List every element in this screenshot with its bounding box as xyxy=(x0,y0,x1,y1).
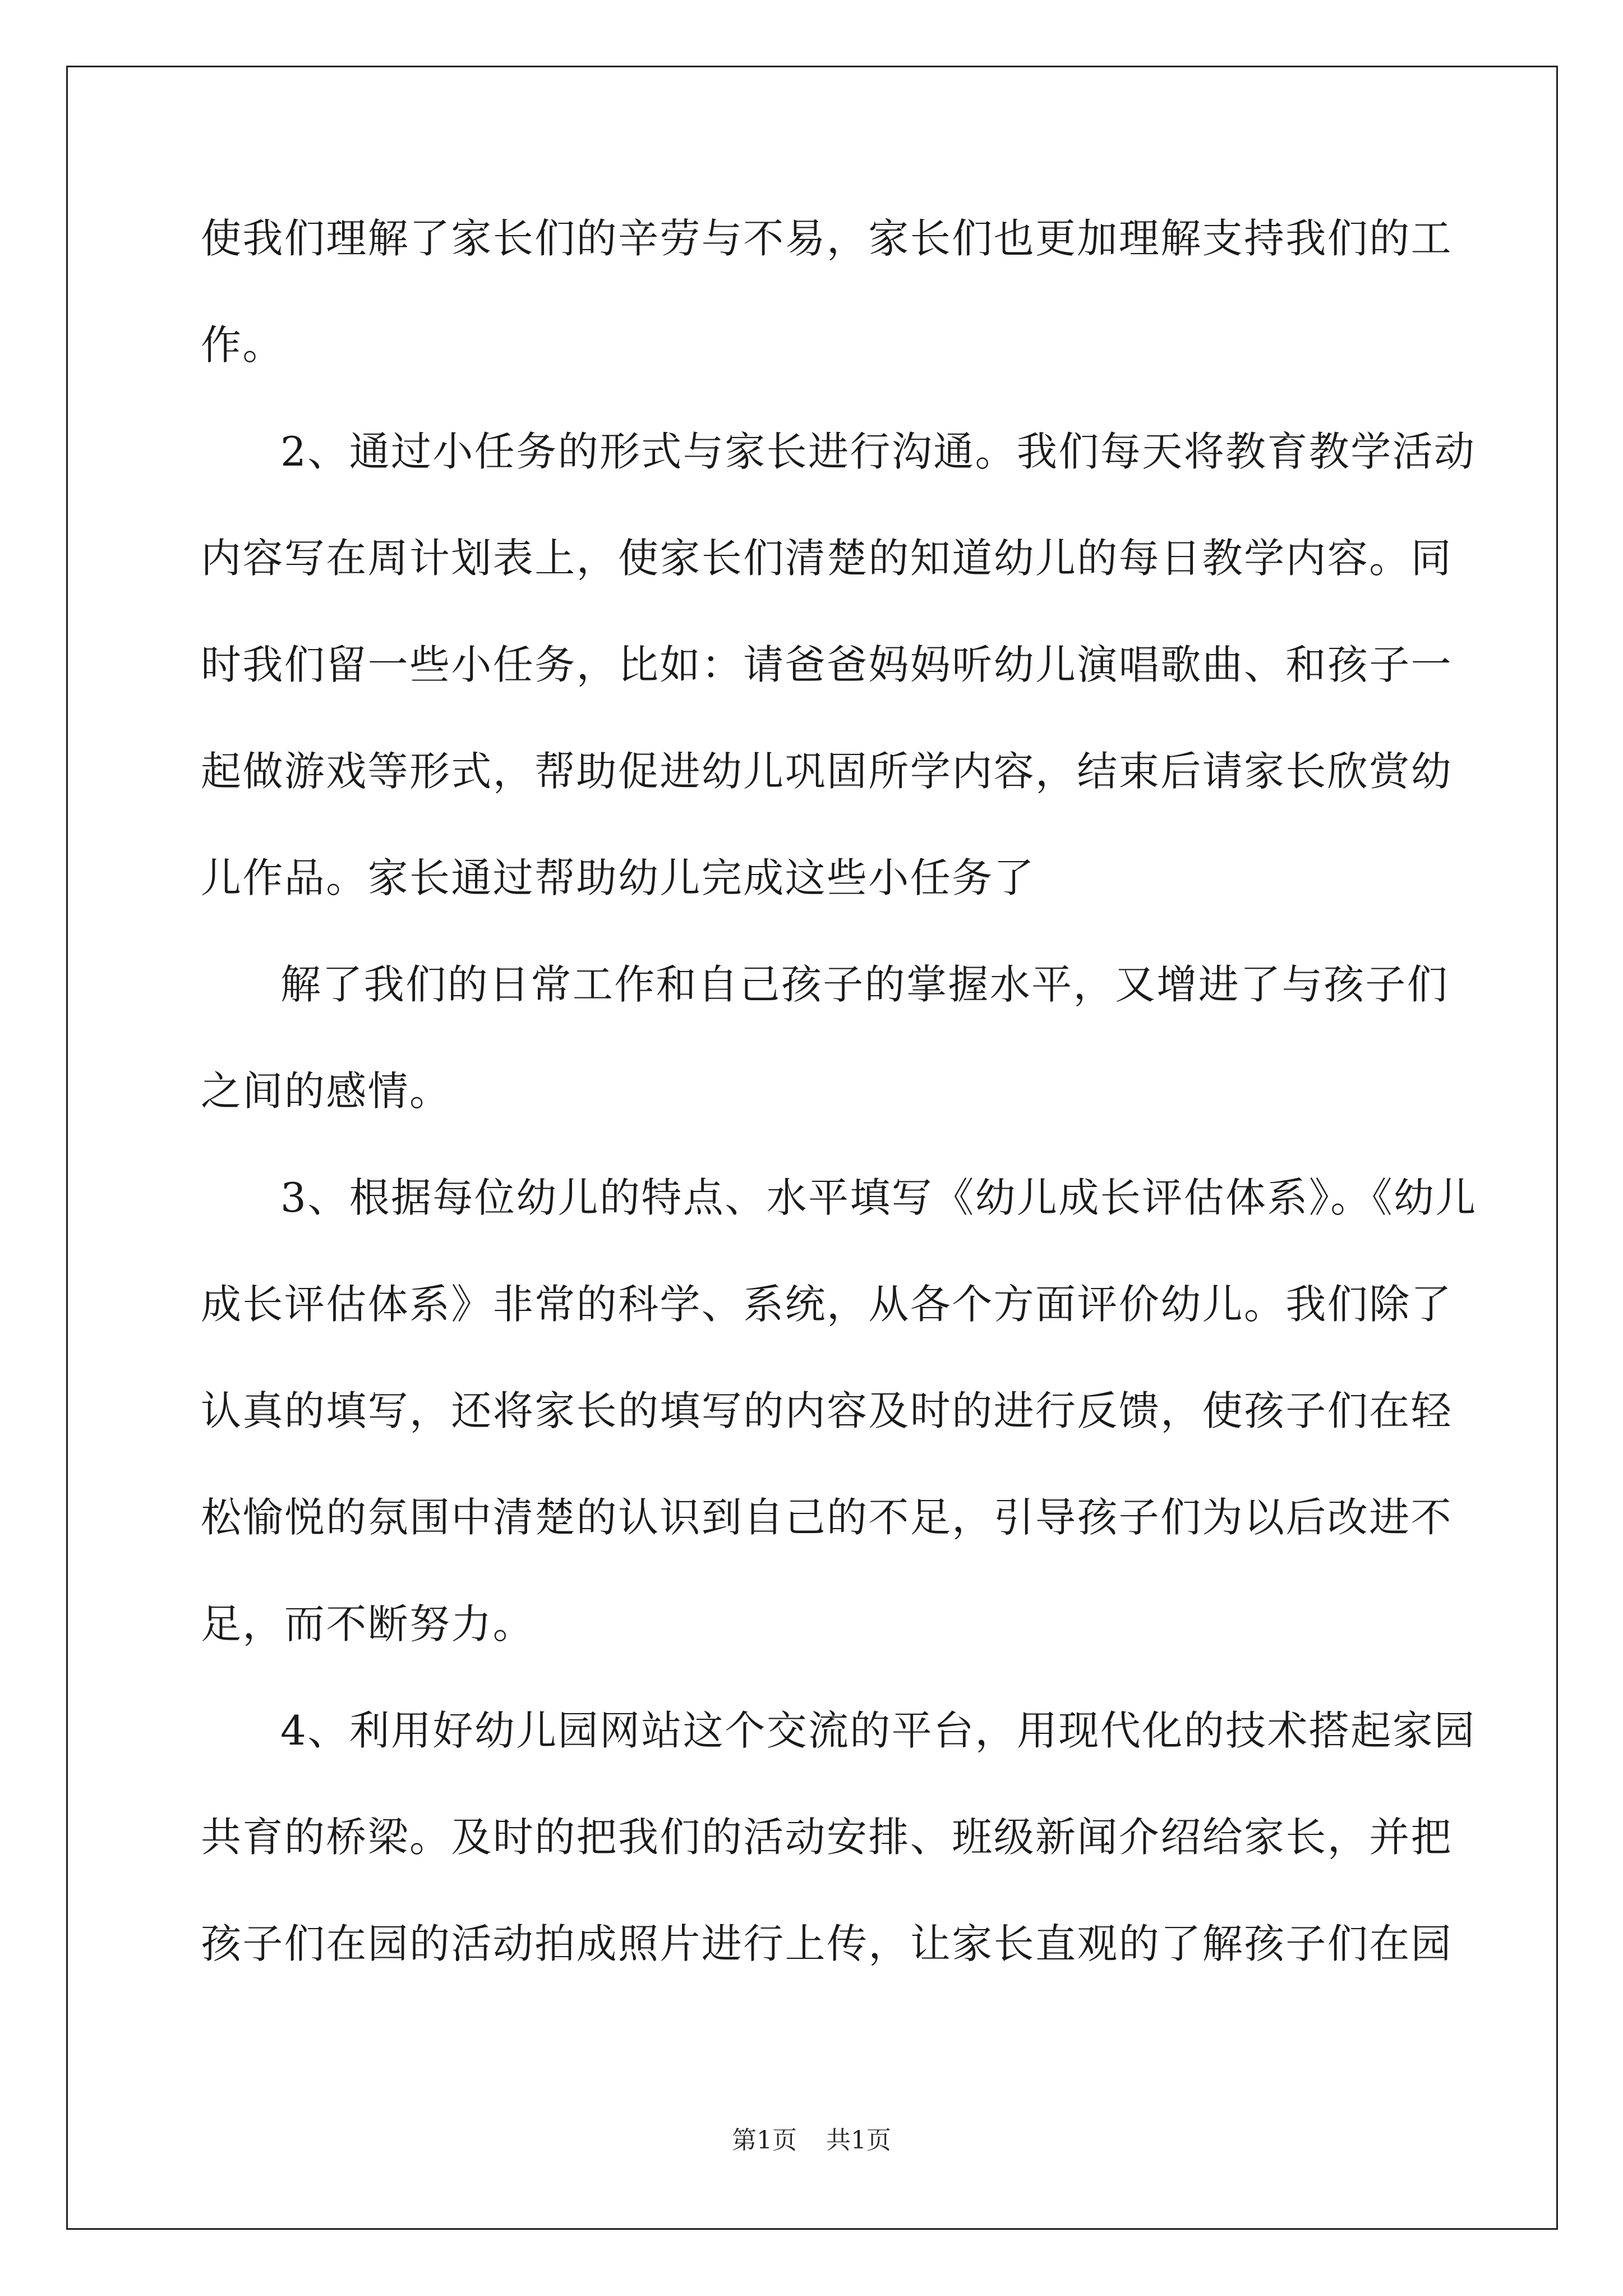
page-total: 共1页 xyxy=(826,2126,891,2155)
body-text-line: 2、通过小任务的形式与家长进行沟通。我们每天将教育教学活动 xyxy=(280,428,1476,475)
body-text-line: 4、利用好幼儿园网站这个交流的平台，用现代化的技术搭起家园 xyxy=(280,1707,1476,1754)
body-text-line: 起做游戏等形式，帮助促进幼儿巩固所学内容，结束后请家长欣赏幼 xyxy=(201,748,1453,795)
body-text-line: 孩子们在园的活动拍成照片进行上传，让家长直观的了解孩子们在园 xyxy=(201,1920,1453,1967)
page-footer xyxy=(0,2125,1623,2156)
body-text-line: 时我们留一些小任务，比如：请爸爸妈妈听幼儿演唱歌曲、和孩子一 xyxy=(201,641,1453,688)
page-number: 第1页 xyxy=(732,2126,797,2155)
body-text-line: 解了我们的日常工作和自己孩子的掌握水平，又增进了与孩子们 xyxy=(280,961,1449,1008)
page-border xyxy=(66,66,1558,2230)
body-text-line: 内容写在周计划表上，使家长们清楚的知道幼儿的每日教学内容。同 xyxy=(201,535,1453,582)
body-text-line: 3、根据每位幼儿的特点、水平填写《幼儿成长评估体系》。《幼儿 xyxy=(280,1174,1477,1221)
body-text-line: 成长评估体系》非常的科学、系统，从各个方面评价幼儿。我们除了 xyxy=(201,1281,1453,1328)
body-text-line: 认真的填写，还将家长的填写的内容及时的进行反馈，使孩子们在轻 xyxy=(201,1387,1453,1434)
body-text-line: 儿作品。家长通过帮助幼儿完成这些小任务了 xyxy=(201,854,1036,901)
body-text-line: 之间的感情。 xyxy=(201,1068,451,1115)
body-text-line: 作。 xyxy=(201,321,284,369)
body-text-line: 松愉悦的氛围中清楚的认识到自己的不足，引导孩子们为以后改进不 xyxy=(201,1494,1453,1541)
body-text-line: 足，而不断努力。 xyxy=(201,1600,535,1648)
body-text-line: 使我们理解了家长们的辛劳与不易，家长们也更加理解支持我们的工 xyxy=(201,215,1453,262)
body-text-line: 共育的桥梁。及时的把我们的活动安排、班级新闻介绍给家长，并把 xyxy=(201,1814,1453,1861)
